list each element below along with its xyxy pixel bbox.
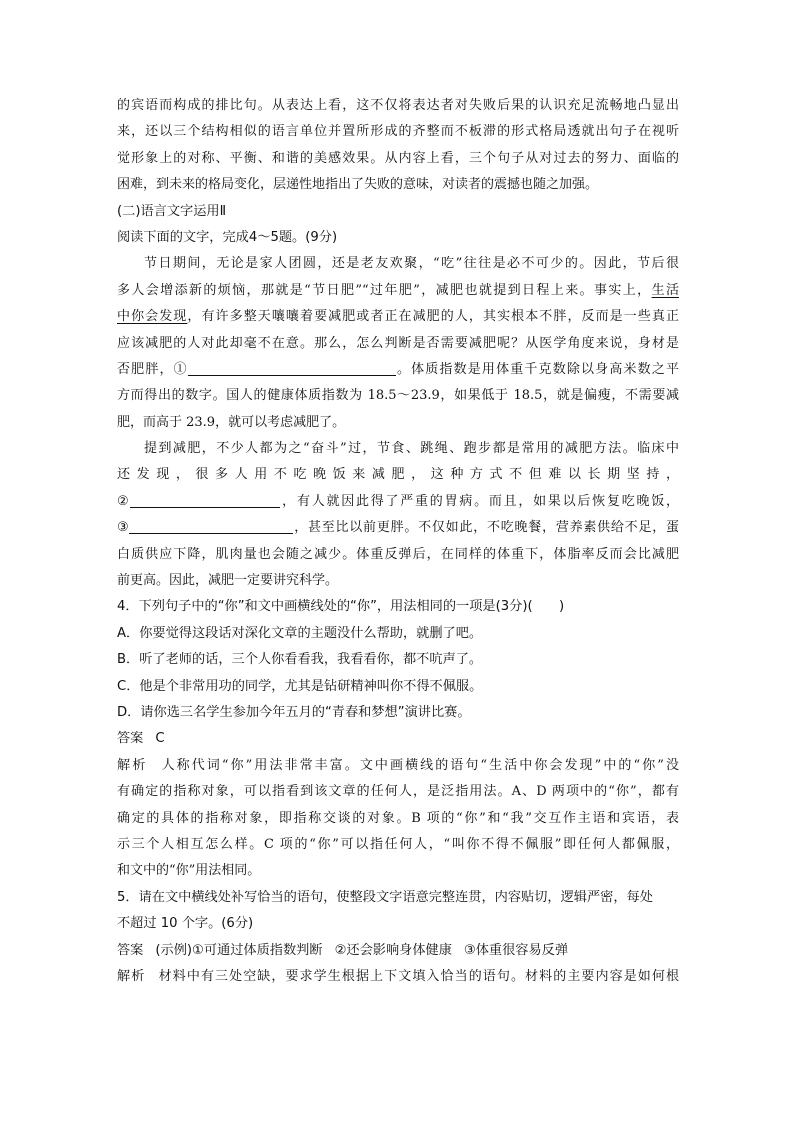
answer-line: 答案 (示例)①可通过体质指数判断 ②还会影响身体健康 ③体重很容易反弹 [117, 942, 569, 958]
passage-line: 还 发 现 ， 很 多 人 用 不 吃 晚 饭 来 减 肥 ， 这 种 方 式 不 但 难 以 长 期 坚 持 ， [117, 467, 679, 483]
option-d[interactable]: D．请你选三名学生参加今年五月的“青春和梦想”演讲比赛。 [117, 704, 471, 720]
passage-line: 提到减肥，不少人都为之“奋斗”过，节食、跳绳、跑步都是常用的减肥方法。临床中 [144, 441, 679, 457]
passage-line: 应该减肥的人对此却毫不在意。那么，怎么判断是否需要减肥呢？从医学角度来说，身材是 [117, 335, 679, 351]
underlined-phrase: 中你会发现 [117, 309, 188, 325]
analysis-text-line: 的宾语而构成的排比句。从表达上看，这不仅将表达者对失败后果的认识充足流畅地凸显出 [117, 98, 679, 113]
blank-2[interactable] [130, 491, 280, 508]
passage-line: 肥，而高于 23.9，就可以考虑减肥了。 [117, 414, 346, 430]
analysis-line: 和文中的“你”用法相同。 [117, 863, 261, 879]
analysis-text-line: 觉形象上的对称、平衡、和谐的美感效果。从内容上看，三个句子从对过去的努力、面临的 [117, 150, 679, 166]
underlined-phrase: 生活 [651, 282, 679, 298]
answer-label: 答案 [117, 942, 144, 958]
passage-line: 中你会发现，有许多整天嚷嚷着要减肥或者正在减肥的人，其实根本不胖，反而是一些真正 [117, 309, 679, 325]
answer-value: C [155, 731, 165, 747]
blank-1[interactable] [188, 359, 396, 376]
analysis-line: 确定的具体的指称对象，即指称交谈的对象。B 项的“你”和“我”交互作主语和宾语，表 [117, 810, 679, 826]
analysis-label: 解析 [117, 968, 146, 984]
passage-line: 白质供应下降，肌肉量也会随之减少。体重反弹后，在同样的体重下，体脂率反而会比减肥 [117, 546, 679, 562]
option-a[interactable]: A．你要觉得这段话对深化文章的主题没什么帮助，就删了吧。 [117, 625, 483, 641]
section-title: (二)语言文字运用Ⅱ [117, 203, 227, 219]
blank-3[interactable] [129, 517, 293, 534]
question-5 [117, 885, 679, 991]
passage-line: ② ，有人就因此得了严重的胃病。而且，如果以后恢复吃晚饭， [117, 489, 679, 515]
passage-line: 多人会增添新的烦恼，那就是“节日肥”“过年肥”，减肥也就提到日程上来。事实上，生活 [117, 282, 679, 298]
question-stem: 4．下列句子中的“你”和文中画横线处的“你”，用法相同的一项是(3分)( ) [117, 599, 565, 615]
answer-line [117, 726, 679, 752]
analysis-line: 解析 材料中有三处空缺，要求学生根据上下文填入恰当的语句。材料的主要内容是如何根 [117, 968, 679, 984]
option-c[interactable]: C．他是个非常用功的同学，尤其是钻研精神叫你不得不佩服。 [117, 678, 483, 694]
answer-label: 答案 [117, 731, 144, 747]
passage-line: 方而得出的数字。国人的健康体质指数为 18.5～23.9，如果低于 18.5，就是偏瘦，不需要减 [117, 388, 679, 404]
option-b[interactable]: B．听了老师的话，三个人你看看我，我看看你，都不吭声了。 [117, 652, 483, 668]
passage-paragraph-1 [117, 251, 679, 436]
reading-instruction: 阅读下面的文字，完成4～5题。(9分) [117, 229, 338, 245]
analysis-text-line: 来，还以三个结构相似的语言单位并置所形成的齐整而不板滞的形式格局透就出句子在视听 [117, 124, 679, 140]
passage-line: 节日期间，无论是家人团圆，还是老友欢聚，“吃”往往是必不可少的。因此，节后很 [144, 256, 679, 272]
analysis-line: 示三个人相互怎么样。C 项的“你”可以指任何人，“叫你不得不佩服”即任何人都佩服， [117, 836, 679, 852]
passage-line: 前更高。因此，减肥一定要讲究科学。 [117, 573, 339, 589]
analysis-label: 解析 [117, 757, 148, 773]
passage-line: 否肥胖，① 。体质指数是用体重千克数除以身高米数之平 [117, 357, 679, 383]
analysis-line: 解析 人称代词“你”用法非常丰富。文中画横线的语句“生活中你会发现”中的“你”没 [117, 757, 679, 773]
analysis-text-line: 困难，到未来的格局变化，层递性地指出了失败的意味，对读者的震撼也随之加强。 [117, 177, 599, 193]
question-stem: 不超过 10 个字。(6分) [117, 916, 254, 932]
question-4 [117, 594, 679, 884]
document-page [117, 93, 679, 990]
question-stem: 5．请在文中横线处补写恰当的语句，使整段文字语意完整连贯，内容贴切，逻辑严密，每处 [117, 889, 653, 905]
passage-paragraph-2 [117, 436, 679, 594]
analysis-line: 有确定的指称对象，可以指看到该文章的任何人，是泛指用法。A、D 两项中的“你”，都有 [117, 784, 679, 800]
passage-line: ③ ，甚至比以前更胖。不仅如此，不吃晚餐，营养素供给不足，蛋 [117, 515, 679, 541]
